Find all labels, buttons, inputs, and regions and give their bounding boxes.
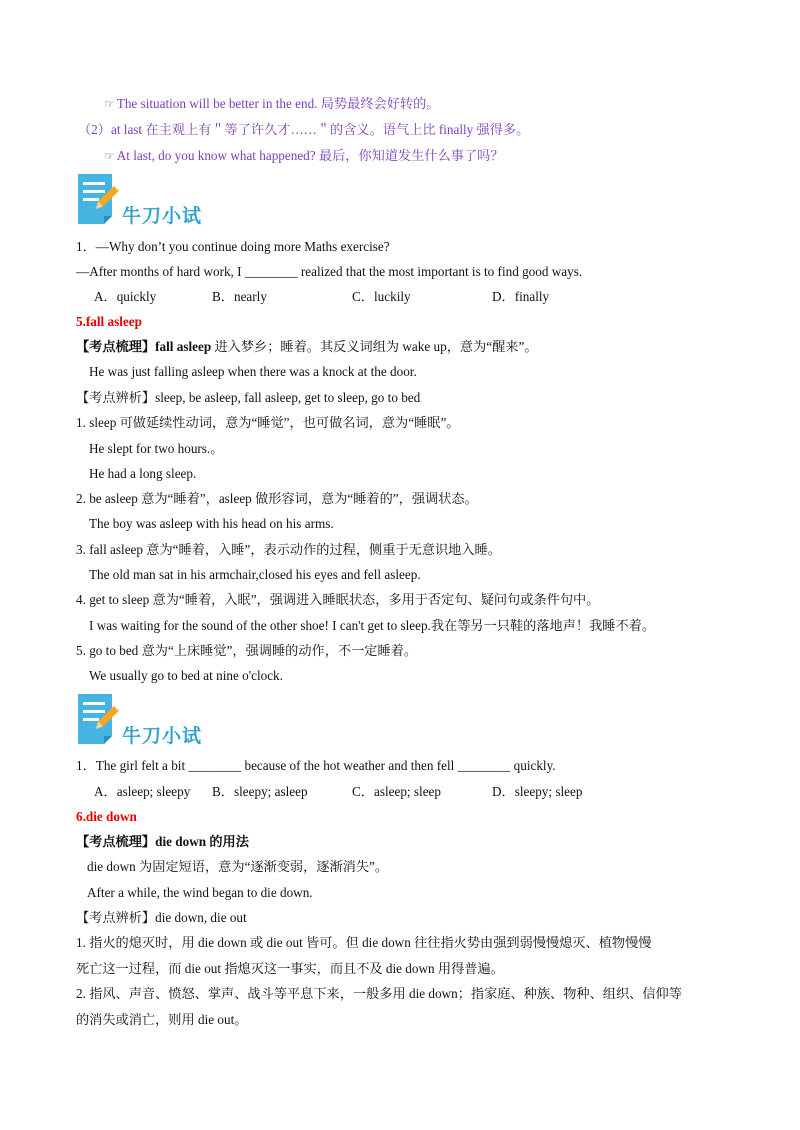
practice-title: 牛刀小试 <box>122 205 203 227</box>
option-c: C．luckily <box>352 289 411 304</box>
explanation-line: 5. go to bed 意为“上床睡觉”，强调睡的动作，不一定睡着。 <box>76 643 418 658</box>
topic-summary: 【考点梳理】die down 的用法 <box>76 834 249 849</box>
section-title: 5.fall asleep <box>76 314 142 329</box>
example-sentence: He was just falling asleep when there was a knock at the door. <box>89 364 417 379</box>
example-sentence: We usually go to bed at nine o'clock. <box>89 668 283 683</box>
topic-comparison: 【考点辨析】sleep, be asleep, fall asleep, get to sleep, go to bed <box>76 390 421 405</box>
example-sentence: I was waiting for the sound of the other shoe! I can't get to sleep.我在等另一只鞋的落地声！我睡不着。 <box>89 618 656 633</box>
question-stem: 1．The girl felt a bit ________ because of the hot weather and then fell ________ quickly. <box>76 758 556 773</box>
section-title: 6.die down <box>76 809 137 824</box>
notepad-pencil-icon <box>76 172 124 226</box>
note-line: （2）at last 在主观上有＂等了许久才……＂的含义。语气上比 finally 强得多。 <box>78 122 530 137</box>
explanation-line: 死亡这一过程，而 die out 指熄灭这一事实，而且不及 die down 用得普遍。 <box>76 961 504 976</box>
explanation-line: 的消失或消亡，则用 die out。 <box>76 1012 248 1027</box>
notepad-pencil-icon <box>76 692 124 746</box>
question-answer-line: —After months of hard work, I ________ realized that the most important is to find good ways. <box>76 264 583 279</box>
practice-title: 牛刀小试 <box>122 725 203 747</box>
definition-line: die down 为固定短语，意为“逐渐变弱，逐渐消失”。 <box>87 859 389 874</box>
option-c: C．asleep; sleep <box>352 784 441 799</box>
option-a: A．asleep; sleepy <box>94 784 191 799</box>
example-sentence: The boy was asleep with his head on his arms. <box>89 516 334 531</box>
practice-header <box>76 692 226 754</box>
explanation-line: 1. sleep 可做延续性动词，意为“睡觉”，也可做名词，意为“睡眠”。 <box>76 415 460 430</box>
example-sentence: The old man sat in his armchair,closed his eyes and fell asleep. <box>89 567 421 582</box>
option-a: A．quickly <box>94 289 157 304</box>
example-line: ☞ At last, do you know what happened? 最后，你知道发生什么事了吗？ <box>104 148 504 163</box>
question-stem: 1．—Why don’t you continue doing more Maths exercise? <box>76 239 390 254</box>
option-b: B．nearly <box>212 289 267 304</box>
explanation-line: 1. 指火的熄灭时，用 die down 或 die out 皆可。但 die down 往往指火势由强到弱慢慢熄灭、植物慢慢 <box>76 935 652 950</box>
explanation-line: 3. fall asleep 意为“睡着，入睡”，表示动作的过程，侧重于无意识地入睡。 <box>76 542 501 557</box>
topic-summary: 【考点梳理】fall asleep 进入梦乡；睡着。其反义词组为 wake up，意为“醒来”。 <box>76 339 538 354</box>
explanation-line: 4. get to sleep 意为“睡着，入眠”，强调进入睡眠状态，多用于否定句、疑问句或条件句中。 <box>76 592 600 607</box>
example-sentence: He had a long sleep. <box>89 466 197 481</box>
explanation-line: 2. 指风、声音、愤怒、掌声、战斗等平息下来，一般多用 die down；指家庭、种族、物种、组织、信仰等 <box>76 986 682 1001</box>
example-sentence: He slept for two hours.。 <box>89 441 224 456</box>
practice-header <box>76 172 226 234</box>
option-d: D．finally <box>492 289 550 304</box>
explanation-line: 2. be asleep 意为“睡着”，asleep 做形容词，意为“睡着的”，强调状态。 <box>76 491 478 506</box>
pointing-hand-icon: ☞ <box>104 97 115 111</box>
example-sentence: After a while, the wind began to die down. <box>87 885 313 900</box>
pointing-hand-icon: ☞ <box>104 149 115 163</box>
example-line: ☞ The situation will be better in the end. 局势最终会好转的。 <box>104 96 440 111</box>
option-d: D．sleepy; sleep <box>492 784 583 799</box>
topic-comparison: 【考点辨析】die down, die out <box>76 910 247 925</box>
option-b: B．sleepy; asleep <box>212 784 308 799</box>
